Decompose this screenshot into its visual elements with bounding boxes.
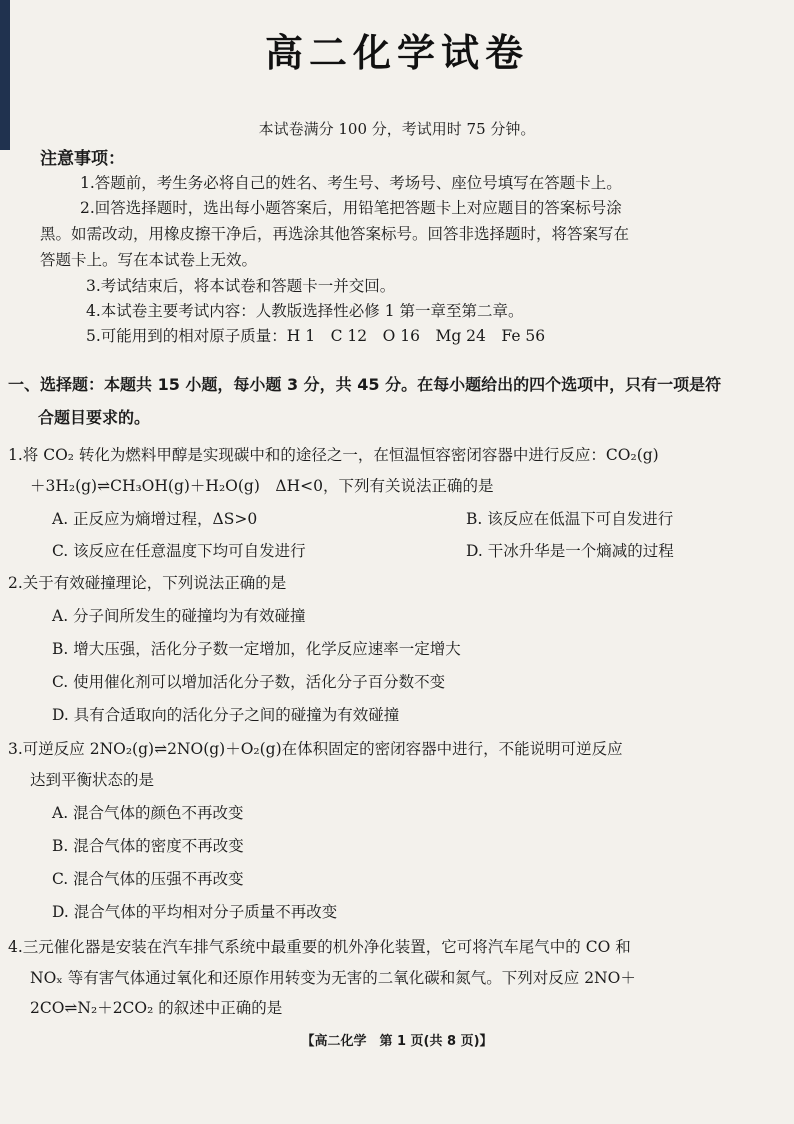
notice-line: 4.本试卷主要考试内容：人教版选择性必修 1 第一章至第二章。 bbox=[86, 302, 524, 320]
option-d: D. 具有合适取向的活化分子之间的碰撞为有效碰撞 bbox=[52, 706, 400, 724]
page-title: 高二化学试卷 bbox=[264, 31, 529, 75]
exam-info: 本试卷满分 100 分，考试用时 75 分钟。 bbox=[258, 120, 536, 138]
option-a: A. 正反应为熵增过程，ΔS>0 bbox=[52, 510, 258, 528]
section-heading bbox=[8, 372, 721, 428]
option-b: B. 增大压强，活化分子数一定增加，化学反应速率一定增大 bbox=[52, 640, 461, 658]
option-b: B. 混合气体的密度不再改变 bbox=[52, 837, 244, 855]
option-c: C. 混合气体的压强不再改变 bbox=[52, 870, 244, 888]
notice-line: 5.可能用到的相对原子质量：H 1 C 12 O 16 Mg 24 Fe 56 bbox=[86, 327, 546, 345]
notice-line: 2.回答选择题时，选出每小题答案后，用铅笔把答题卡上对应题目的答案标号涂 bbox=[80, 199, 622, 217]
option-d: D. 干冰升华是一个熵减的过程 bbox=[466, 542, 674, 560]
page-footer: 【高二化学 第 1 页(共 8 页)】 bbox=[301, 1034, 493, 1049]
notice-line: 1.答题前，考生务必将自己的姓名、考生号、考场号、座位号填写在答题卡上。 bbox=[80, 174, 622, 192]
notice-heading: 注意事项： bbox=[40, 149, 125, 169]
question-stem: 1.将 CO₂ 转化为燃料甲醇是实现碳中和的途径之一，在恒温恒容密闭容器中进行反应：CO₂(g) bbox=[8, 446, 659, 464]
option-b: B. 该反应在低温下可自发进行 bbox=[466, 510, 674, 528]
question-stem: NOₓ 等有害气体通过氧化和还原作用转变为无害的二氧化碳和氮气。下列对反应 2NO＋ bbox=[30, 969, 636, 987]
option-d: D. 混合气体的平均相对分子质量不再改变 bbox=[52, 903, 338, 921]
question-stem: 2CO⇌N₂＋2CO₂ 的叙述中正确的是 bbox=[30, 999, 283, 1017]
question-stem: 2.关于有效碰撞理论，下列说法正确的是 bbox=[8, 574, 287, 592]
option-a: A. 分子间所发生的碰撞均为有效碰撞 bbox=[52, 607, 306, 625]
question-stem: ＋3H₂(g)⇌CH₃OH(g)＋H₂O(g) ΔH<0，下列有关说法正确的是 bbox=[30, 477, 494, 495]
question-stem: 4.三元催化器是安装在汽车排气系统中最重要的机外净化装置，它可将汽车尾气中的 CO 和 bbox=[8, 938, 631, 956]
section-heading-line: 合题目要求的。 bbox=[38, 408, 151, 427]
option-a: A. 混合气体的颜色不再改变 bbox=[52, 804, 244, 822]
notice-line: 黑。如需改动，用橡皮擦干净后，再选涂其他答案标号。回答非选择题时，将答案写在 bbox=[40, 225, 630, 243]
question-stem: 3.可逆反应 2NO₂(g)⇌2NO(g)＋O₂(g)在体积固定的密闭容器中进行，不能说明可逆反应 bbox=[8, 740, 623, 758]
notice-line: 3.考试结束后，将本试卷和答题卡一并交回。 bbox=[86, 277, 396, 295]
notice-line: 答题卡上。写在本试卷上无效。 bbox=[40, 251, 258, 269]
option-c: C. 使用催化剂可以增加活化分子数，活化分子百分数不变 bbox=[52, 673, 446, 691]
section-heading-line: 一、选择题：本题共 15 小题，每小题 3 分，共 45 分。在每小题给出的四个选项中，只有一项是符 bbox=[8, 375, 722, 394]
option-c: C. 该反应在任意温度下均可自发进行 bbox=[52, 542, 306, 560]
question-stem: 达到平衡状态的是 bbox=[30, 771, 155, 789]
